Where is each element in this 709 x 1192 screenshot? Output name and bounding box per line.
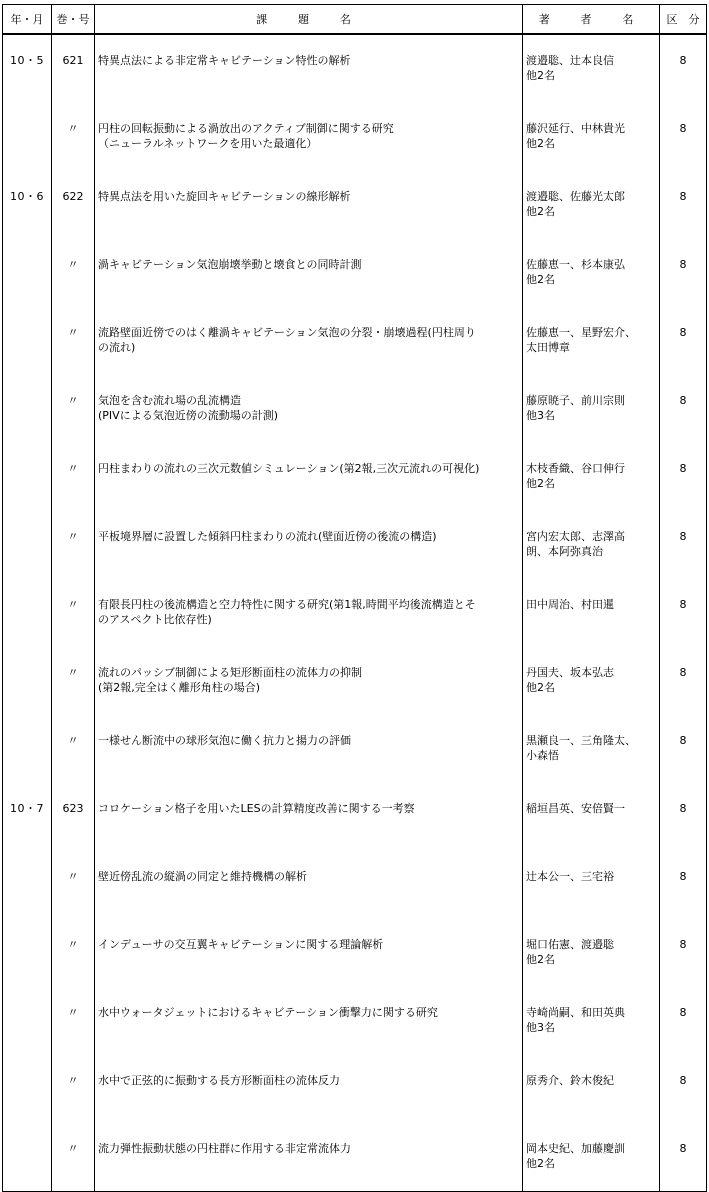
title-line: コロケーション格子を用いたLESの計算精度改善に関する一考察	[98, 802, 415, 815]
row-authors	[523, 851, 660, 919]
row-title	[95, 783, 523, 851]
row-title	[95, 375, 523, 443]
title-line: 流れのパッシブ制御による矩形断面柱の流体力の抑制	[98, 666, 362, 679]
title-line: 気泡を含む流れ場の乱流構造	[98, 394, 241, 407]
author-line: 黒瀬良一、三角隆太、	[526, 734, 636, 747]
table-row	[3, 1123, 707, 1192]
row-date	[3, 647, 52, 715]
row-date	[3, 987, 52, 1055]
author-line: 小森悟	[526, 749, 559, 762]
table-row	[3, 1055, 707, 1123]
row-category: 8	[660, 239, 707, 307]
row-category: 8	[660, 307, 707, 375]
row-volume: 〃	[52, 647, 95, 715]
title-line: 円柱まわりの流れの三次元数値シミュレーション(第2報,三次元流れの可視化)	[98, 462, 480, 475]
publication-table	[2, 4, 707, 1192]
row-category: 8	[660, 443, 707, 511]
author-line: 他2名	[526, 477, 555, 490]
title-line: 流路壁面近傍でのはく離渦キャビテーション気泡の分裂・崩壊過程(円柱周り	[98, 326, 476, 339]
title-line: 特異点法による非定常キャビテーション特性の解析	[98, 54, 351, 67]
row-category: 8	[660, 579, 707, 647]
row-date	[3, 103, 52, 171]
author-line: 原秀介、鈴木俊紀	[526, 1074, 614, 1087]
table-row	[3, 579, 707, 647]
row-volume: 〃	[52, 307, 95, 375]
row-volume: 〃	[52, 239, 95, 307]
title-line: インデューサの交互翼キャビテーションに関する理論解析	[98, 938, 384, 951]
author-line: 他2名	[526, 953, 555, 966]
table-row	[3, 987, 707, 1055]
row-authors	[523, 715, 660, 783]
row-authors	[523, 579, 660, 647]
row-volume: 622	[52, 171, 95, 239]
row-category: 8	[660, 375, 707, 443]
row-authors	[523, 307, 660, 375]
row-title	[95, 1123, 523, 1192]
row-volume: 〃	[52, 919, 95, 987]
row-date	[3, 919, 52, 987]
title-line: 流力弾性振動状態の円柱群に作用する非定常流体力	[98, 1142, 351, 1155]
author-line: 渡邉聡、佐藤光太郎	[526, 190, 625, 203]
title-line: (第2報,完全はく離形角柱の場合)	[98, 681, 261, 694]
author-line: 丹国夫、坂本弘志	[526, 666, 614, 679]
author-line: 他2名	[526, 273, 555, 286]
row-date	[3, 511, 52, 579]
author-line: 佐藤恵一、杉本康弘	[526, 258, 625, 271]
row-category: 8	[660, 851, 707, 919]
row-volume: 621	[52, 34, 95, 103]
table-body	[3, 34, 707, 1192]
title-line: 有限長円柱の後流構造と空力特性に関する研究(第1報,時間平均後流構造とそ	[98, 598, 476, 611]
row-volume: 〃	[52, 987, 95, 1055]
row-title	[95, 307, 523, 375]
row-authors	[523, 171, 660, 239]
author-line: 佐藤恵一、星野宏介、	[526, 326, 636, 339]
row-category: 8	[660, 511, 707, 579]
author-line: 宮内宏太郎、志澤高	[526, 530, 625, 543]
row-volume: 623	[52, 783, 95, 851]
author-line: 藤原暁子、前川宗則	[526, 394, 625, 407]
author-line: 他3名	[526, 409, 555, 422]
title-line: のアスペクト比依存性)	[98, 613, 212, 626]
table-header	[3, 5, 707, 35]
row-category: 8	[660, 1055, 707, 1123]
row-authors	[523, 1055, 660, 1123]
author-line: 田中周治、村田暹	[526, 598, 614, 611]
row-category: 8	[660, 647, 707, 715]
row-date	[3, 1123, 52, 1192]
row-date	[3, 715, 52, 783]
row-authors	[523, 1123, 660, 1192]
author-line: 岡本史紀、加藤慶訓	[526, 1142, 625, 1155]
row-category: 8	[660, 1123, 707, 1192]
title-line: 平板境界層に設置した傾斜円柱まわりの流れ(壁面近傍の後流の構造)	[98, 530, 437, 543]
row-date	[3, 307, 52, 375]
title-line: 壁近傍乱流の縦渦の同定と維持機構の解析	[98, 870, 307, 883]
table-row	[3, 443, 707, 511]
author-line: 太田博章	[526, 341, 570, 354]
row-category: 8	[660, 715, 707, 783]
table-row	[3, 171, 707, 239]
author-line: 他2名	[526, 137, 555, 150]
row-authors	[523, 34, 660, 103]
row-title	[95, 647, 523, 715]
author-line: 木枝香織、谷口伸行	[526, 462, 625, 475]
row-category: 8	[660, 103, 707, 171]
table-row	[3, 851, 707, 919]
row-authors	[523, 375, 660, 443]
title-line: （ニューラルネットワークを用いた最適化）	[98, 137, 318, 150]
row-date: 10・5	[3, 34, 52, 103]
author-line: 他2名	[526, 681, 555, 694]
author-line: 他2名	[526, 1157, 555, 1170]
header-volume: 巻・号	[52, 5, 95, 35]
title-line: 水中ウォータジェットにおけるキャビテーション衝撃力に関する研究	[98, 1006, 438, 1019]
row-authors	[523, 919, 660, 987]
title-line: 特異点法を用いた旋回キャビテーションの線形解析	[98, 190, 351, 203]
row-title	[95, 919, 523, 987]
author-line: 辻本公一、三宅裕	[526, 870, 614, 883]
row-authors	[523, 783, 660, 851]
table-row	[3, 239, 707, 307]
row-authors	[523, 239, 660, 307]
row-title	[95, 171, 523, 239]
title-line: の流れ)	[98, 341, 136, 354]
table-row	[3, 307, 707, 375]
row-title	[95, 579, 523, 647]
row-date	[3, 239, 52, 307]
row-authors	[523, 647, 660, 715]
header-authors: 著 者 名	[523, 5, 660, 35]
author-line: 朗、本阿弥真治	[526, 545, 603, 558]
table-row	[3, 715, 707, 783]
row-date	[3, 443, 52, 511]
row-category: 8	[660, 34, 707, 103]
row-title	[95, 103, 523, 171]
row-volume: 〃	[52, 715, 95, 783]
row-volume: 〃	[52, 103, 95, 171]
author-line: 渡邉聡、辻本良信	[526, 54, 614, 67]
author-line: 他3名	[526, 1021, 555, 1034]
row-date: 10・6	[3, 171, 52, 239]
row-authors	[523, 443, 660, 511]
author-line: 寺崎尚嗣、和田英典	[526, 1006, 625, 1019]
row-date	[3, 375, 52, 443]
row-category: 8	[660, 987, 707, 1055]
row-authors	[523, 511, 660, 579]
row-category: 8	[660, 919, 707, 987]
row-volume: 〃	[52, 375, 95, 443]
title-line: 円柱の回転振動による渦放出のアクティブ制御に関する研究	[98, 122, 394, 135]
header-title: 課 題 名	[95, 5, 523, 35]
author-line: 稲垣昌英、安倍賢一	[526, 802, 625, 815]
row-title	[95, 239, 523, 307]
table-row	[3, 919, 707, 987]
row-title	[95, 443, 523, 511]
author-line: 他2名	[526, 69, 555, 82]
title-line: 水中で正弦的に振動する長方形断面柱の流体反力	[98, 1074, 340, 1087]
row-authors	[523, 103, 660, 171]
row-volume: 〃	[52, 1055, 95, 1123]
row-volume: 〃	[52, 579, 95, 647]
row-date	[3, 579, 52, 647]
row-category: 8	[660, 783, 707, 851]
header-category: 区 分	[660, 5, 707, 35]
table-row	[3, 511, 707, 579]
row-authors	[523, 987, 660, 1055]
row-date	[3, 851, 52, 919]
table-row	[3, 783, 707, 851]
title-line: (PIVによる気泡近傍の流動場の計測)	[98, 409, 278, 422]
row-volume: 〃	[52, 443, 95, 511]
row-volume: 〃	[52, 511, 95, 579]
row-date	[3, 1055, 52, 1123]
row-category: 8	[660, 171, 707, 239]
row-volume: 〃	[52, 1123, 95, 1192]
row-date: 10・7	[3, 783, 52, 851]
author-line: 他2名	[526, 205, 555, 218]
author-line: 藤沢延行、中林貴光	[526, 122, 625, 135]
row-volume: 〃	[52, 851, 95, 919]
row-title	[95, 34, 523, 103]
table-row	[3, 647, 707, 715]
row-title	[95, 715, 523, 783]
table-row	[3, 34, 707, 103]
title-line: 渦キャビテーション気泡崩壊挙動と壊食との同時計測	[98, 258, 362, 271]
row-title	[95, 987, 523, 1055]
row-title	[95, 511, 523, 579]
table-row	[3, 375, 707, 443]
header-date: 年・月	[3, 5, 52, 35]
row-title	[95, 851, 523, 919]
table-row	[3, 103, 707, 171]
author-line: 堀口佑憲、渡邉聡	[526, 938, 614, 951]
title-line: 一様せん断流中の球形気泡に働く抗力と揚力の評価	[98, 734, 351, 747]
row-title	[95, 1055, 523, 1123]
